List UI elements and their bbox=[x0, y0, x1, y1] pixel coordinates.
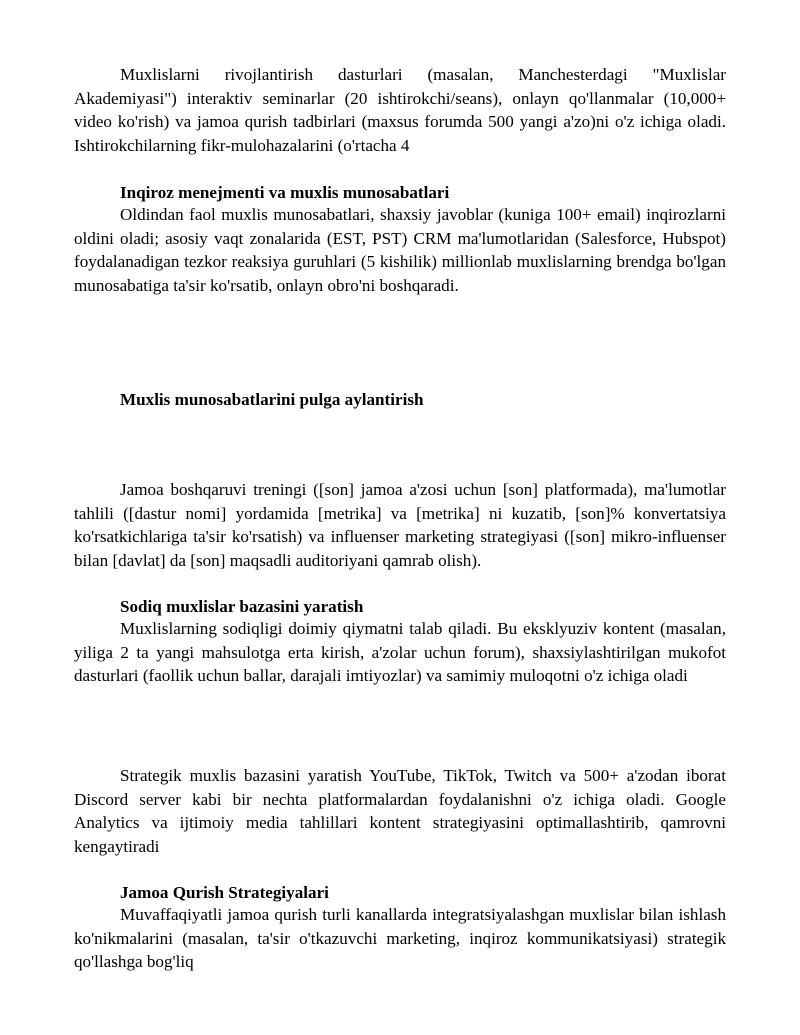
paragraph-team-building: Muvaffaqiyatli jamoa qurish turli kanallarda integratsiyalashgan muxlislar bilan ishlash ko'nikmalarini (masalan, ta'sir o'tkazuvchi marketing, inqiroz kommunikatsiyasi) strategik qo'llashga bog'liq bbox=[74, 905, 726, 972]
paragraph-loyal-fanbase: Muxlislarning sodiqligi doimiy qiymatni talab qiladi. Bu eksklyuziv kontent (masalan, yiliga 2 ta yangi mahsulotga erta kirish, a'zolar uchun forum), shaxsiylashtirilgan mukofot dasturlari (faollik uchun ballar, darajali imtiyozlar) va samimiy muloqotni o'z ichiga oladi bbox=[74, 619, 726, 686]
paragraph-monetization: Jamoa boshqaruvi treningi ([son] jamoa a'zosi uchun [son] platformada), ma'lumotlar tahlili ([dastur nomi] yordamida [metrika] va [metrika] ni kuzatib, [son]% konvertatsiya ko'rsatkichlariga ta'sir ko'rsatish) va influenser marketing strategiyasi ([son] mikro-influenser bilan [davlat] da [son] maqsadli auditoriyani qamrab olish). bbox=[74, 480, 726, 570]
paragraph-strategic-fanbase: Strategik muxlis bazasini yaratish YouTube, TikTok, Twitch va 500+ a'zodan iborat Discord server kabi bir nechta platformalardan foydalanishni o'z ichiga oladi. Google Analytics va ijtimoiy media tahlillari kontent strategiyasini optimallashtirib, qamrovni kengaytiradi bbox=[74, 766, 726, 856]
heading-monetization: Muxlis munosabatlarini pulga aylantirish bbox=[120, 390, 424, 409]
heading-crisis-management: Inqiroz menejmenti va muxlis munosabatlari bbox=[120, 183, 450, 202]
paragraph-crisis-management: Oldindan faol muxlis munosabatlari, shaxsiy javoblar (kuniga 100+ email) inqirozlarni oldini oladi; asosiy vaqt zonalarida (EST, PST) CRM ma'lumotlaridan (Salesforce, Hubspot) foydalanadigan tezkor reaksiya guruhlari (5 kishilik) millionlab muxlislarning brendga bo'lgan munosabatiga ta'sir ko'rsatib, onlayn obro'ni boshqaradi. bbox=[74, 205, 726, 295]
heading-loyal-fanbase: Sodiq muxlislar bazasini yaratish bbox=[120, 597, 364, 616]
paragraph-fan-development: Muxlislarni rivojlantirish dasturlari (masalan, Manchesterdagi "Muxlislar Akademiyasi") interaktiv seminarlar (20 ishtirokchi/seans), onlayn qo'llanmalar (10,000+ video ko'rish) va jamoa qurish tadbirlari (maxsus forumda 500 yangi a'zo)ni o'z ichiga oladi. Ishtirokchilarning fikr-mulohazalarini (o'rtacha 4 bbox=[74, 65, 726, 155]
heading-team-building: Jamoa Qurish Strategiyalari bbox=[120, 883, 329, 902]
